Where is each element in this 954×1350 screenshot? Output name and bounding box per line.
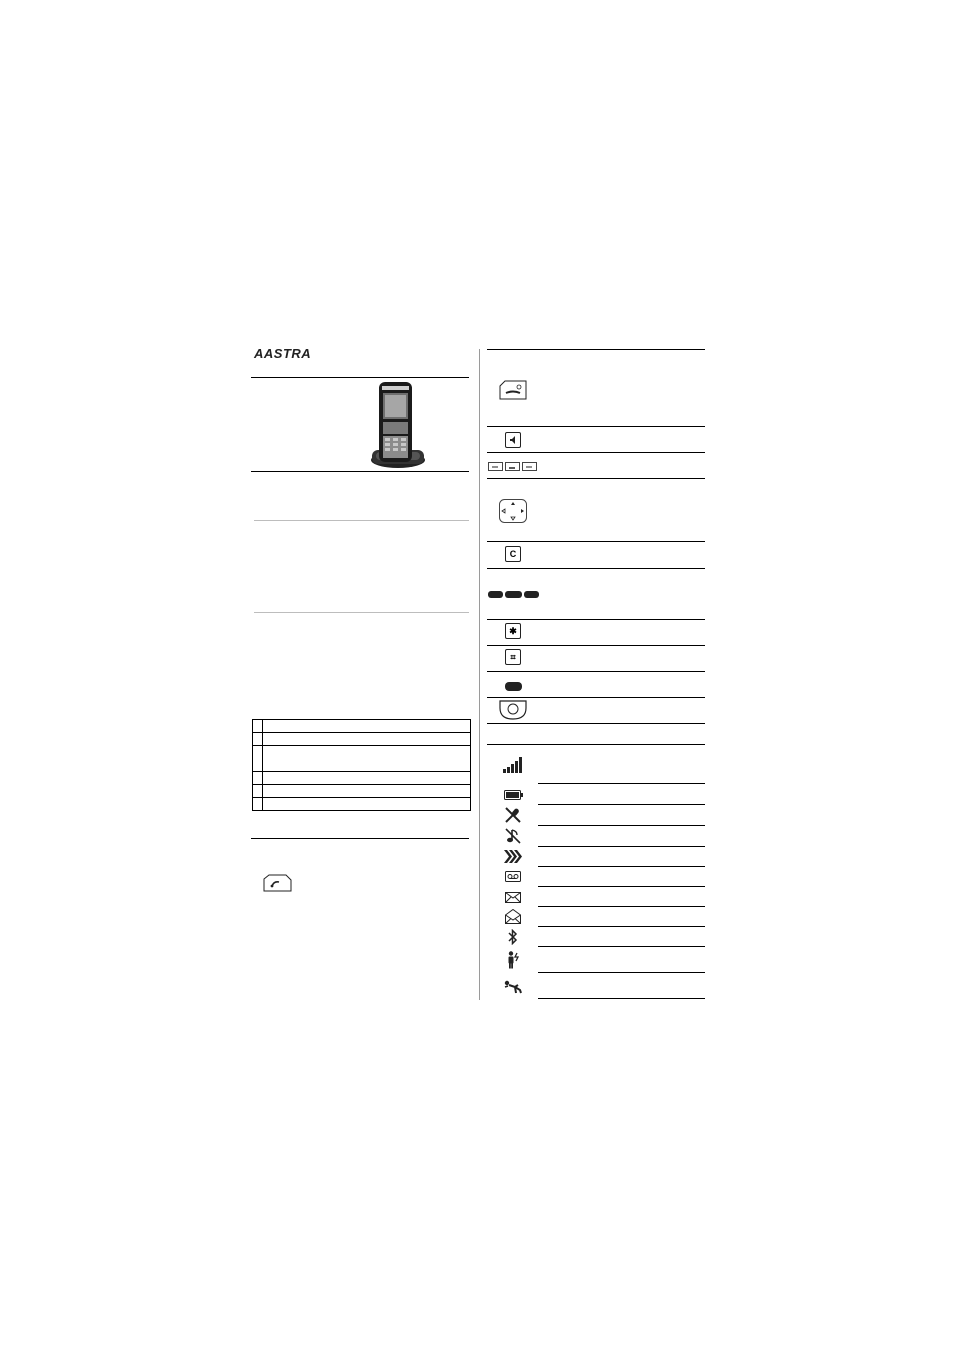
new-message-icon xyxy=(505,892,521,903)
table-row xyxy=(253,798,471,811)
table-row xyxy=(253,746,471,772)
table-row xyxy=(253,720,471,733)
navigation-icon xyxy=(499,499,527,523)
off-hook-key-icon xyxy=(499,380,527,400)
status-rule xyxy=(538,825,705,826)
status-rule xyxy=(538,866,705,867)
multifunction-key-icon xyxy=(505,682,522,691)
right-rule xyxy=(487,349,705,350)
voicemail-icon xyxy=(505,871,521,882)
status-rule xyxy=(538,783,705,784)
right-rule xyxy=(487,723,705,724)
status-rule xyxy=(538,972,705,973)
table-row xyxy=(253,733,471,746)
speaker-icon xyxy=(505,432,521,448)
table-row xyxy=(253,785,471,798)
status-rule xyxy=(538,886,705,887)
column-divider xyxy=(479,349,480,1000)
status-rule xyxy=(538,906,705,907)
right-rule xyxy=(487,568,705,569)
left-rule-gray-1 xyxy=(254,520,469,521)
on-hook-key-icon xyxy=(499,700,527,720)
left-rule-bottom xyxy=(251,838,469,839)
read-message-icon xyxy=(505,909,521,924)
right-rule xyxy=(487,478,705,479)
right-rule xyxy=(487,541,705,542)
clear-key-icon: C xyxy=(505,546,521,562)
soft-keys-icon xyxy=(488,462,538,472)
status-rule xyxy=(538,926,705,927)
status-rule xyxy=(538,804,705,805)
table-row xyxy=(253,772,471,785)
man-down-icon xyxy=(504,980,523,994)
legend-table xyxy=(252,719,471,811)
status-rule xyxy=(538,946,705,947)
left-rule-top xyxy=(251,377,469,378)
aastra-logo: AASTRA xyxy=(254,346,312,361)
right-rule xyxy=(487,619,705,620)
hash-key-icon: ⌗ xyxy=(505,649,521,665)
person-alarm-icon xyxy=(506,951,522,969)
right-rule xyxy=(487,452,705,453)
right-rule xyxy=(487,426,705,427)
microphone-off-icon xyxy=(504,806,522,824)
hotkeys-icon xyxy=(488,591,539,599)
battery-icon xyxy=(504,790,523,800)
ringer-off-icon xyxy=(504,827,522,845)
status-rule xyxy=(538,998,705,999)
phone-handset-icon xyxy=(263,874,292,892)
status-rule xyxy=(538,846,705,847)
right-rule xyxy=(487,671,705,672)
call-forwarding-icon xyxy=(504,850,522,863)
right-rule xyxy=(487,697,705,698)
handset-charger-image xyxy=(368,380,426,470)
signal-strength-icon xyxy=(503,757,523,773)
right-rule xyxy=(487,744,705,745)
left-rule-under-image xyxy=(251,471,469,472)
left-rule-gray-2 xyxy=(254,612,469,613)
right-rule xyxy=(487,645,705,646)
star-key-icon: ✱ xyxy=(505,623,521,639)
bluetooth-icon xyxy=(508,929,518,945)
